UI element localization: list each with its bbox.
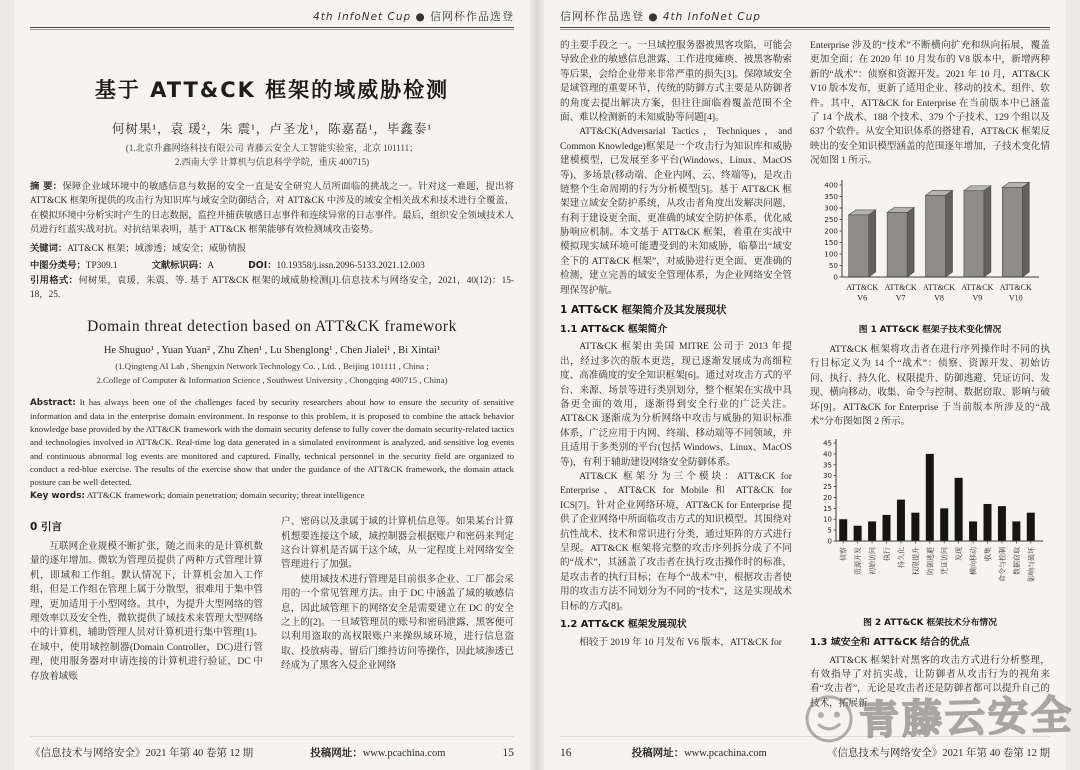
body-paragraph-8: ATT&CK 框架针对黑客的攻击方式进行分析整理，有效指导了对抗实战，让防御者从攻击行为的视角来看“攻击者”，无论是攻击者还是防御者都可以提升自己的技术，拓展新: [810, 654, 1050, 709]
abstract-en-body: [30, 396, 514, 489]
meta-line: [30, 257, 514, 271]
svg-text:ATT&CKV10: ATT&CK V10: [999, 282, 1032, 303]
svg-text:ATT&CKV7: ATT&CK V7: [884, 282, 917, 303]
header-rule-right: [560, 27, 1050, 30]
intro-paragraph-2: 户、密码以及隶属于域的计算机信息等。如果某台计算机想要连接这个域，域控制器会根据账户和密码来判定这台计算机是否属于这个域，从一定程度上对网络安全管理进行了加强。: [281, 516, 514, 571]
svg-text:执行: 执行: [883, 547, 891, 562]
figure1-chart: [810, 175, 1050, 320]
footer-submit-right: [632, 745, 767, 760]
doi-value: 10.19358/j.issn.2096-5133.2021.12.003: [276, 260, 425, 271]
abstract-label-en: Abstract:: [30, 397, 76, 408]
svg-text:0: 0: [833, 272, 838, 282]
citation-label: 引用格式：: [30, 274, 79, 286]
figure1-caption: 图 1 ATT&CK 框架子技术变化情况: [858, 324, 1002, 335]
doc-code-value: A: [207, 260, 215, 271]
svg-text:影响与破坏: 影响与破坏: [1027, 547, 1036, 583]
figure2-caption: 图 2 ATT&CK 框架技术分布情况: [863, 617, 997, 628]
running-head-left: [30, 8, 514, 24]
svg-text:命令与控制: 命令与控制: [998, 547, 1007, 583]
left-page-column-2: [281, 515, 514, 684]
clc-value: TP309.1: [85, 260, 118, 271]
running-head-right: [560, 8, 1050, 24]
section-1-2-heading: 1.2 ATT&CK 框架发展现状: [560, 618, 687, 630]
abstract-label-cn: 摘 要：: [30, 181, 63, 192]
section-0-heading: 0 引言: [30, 521, 62, 534]
running-head-right-latin: ● 4th InfoNet Cup: [644, 11, 761, 23]
affiliation-en-1: (1.Qingteng AI Lab , Shengxin Network Technology Co. , Ltd. , Beijing 101111 , China ;: [115, 361, 429, 372]
footer-journal-left: 《信息技术与网络安全》2021 年第 40 卷第 12 期: [30, 748, 254, 759]
svg-text:150: 150: [824, 237, 838, 247]
running-head-right-cn: 信网杯作品选登: [560, 11, 644, 23]
footer-submit-url-right: www.pcachina.com: [684, 748, 767, 759]
svg-text:100: 100: [824, 249, 838, 259]
running-head-left-cn: 信网杯作品选登: [430, 11, 514, 23]
keywords-label-en: Key words:: [30, 491, 85, 502]
svg-text:200: 200: [824, 226, 838, 236]
svg-text:侦察: 侦察: [839, 547, 848, 562]
doc-code-segment: [152, 257, 215, 271]
body-paragraph-7: ATT&CK 框架将攻击者在进行序列操作时不同的执行目标定义为 14 个“战术”：侦察、资源开发、初始访问、执行、持久化、权限提升、防御逃避、凭证访问、发现、横向移动、收集、命令与控制、数据窃取、影响与破坏[9]。ATT&CK for Enterprise 于当前版本所涉及的“战术”分布图如图 2 所示。: [810, 344, 1050, 428]
svg-text:资源开发: 资源开发: [854, 547, 863, 576]
svg-text:250: 250: [824, 214, 838, 224]
svg-text:发现: 发现: [955, 547, 964, 562]
paper-title-en: Domain threat detection based on ATT&CK framework: [87, 318, 457, 336]
citation-line: [30, 274, 514, 303]
svg-text:ATT&CKV8: ATT&CK V8: [923, 282, 955, 303]
svg-text:横向移动: 横向移动: [969, 547, 978, 576]
svg-text:400: 400: [824, 180, 838, 190]
svg-text:收集: 收集: [984, 547, 992, 562]
body-paragraph-4: ATT&CK 框架分为三个模块：ATT&CK for Enterprise、ATT&CK for Mobile 和 ATT&CK for ICS[7]。针对企业网络环境，ATT&CK for Enterprise 提供了企业网络中所面临攻击方式的知识模型。其围绕对抗性战术、技术和常识进行分类，通过矩阵的方式进行呈现。ATT&CK 框架将完整的攻击序列拆分成了不同的“战术”，其涵盖了攻击者在执行攻击操作时的标准，是攻击者的执行目标；在每个“战术”中，根据攻击者使用的攻击方法不同划分为不同的“技术”，这是实现战术目标的方式[8]。: [560, 470, 792, 612]
figure2-chart: [810, 435, 1050, 612]
svg-text:40: 40: [823, 450, 832, 459]
svg-text:ATT&CKV6: ATT&CK V6: [846, 282, 879, 303]
affiliations-cn: [30, 142, 514, 169]
keywords-text-cn: ATT&CK 框架；域渗透；域安全；威胁情报: [67, 243, 247, 254]
abstract-en: [30, 396, 514, 504]
svg-text:35: 35: [823, 461, 832, 470]
body-paragraph-1: 的主要手段之一。一旦域控服务器被黑客攻陷，可能会导致企业的敏感信息泄露、工作进度瘫痪、被黑客勒索等后果，会给企业带来非常严重的损失[3]。保障域安全是域管理的重要环节，传统的防御方式主要是从防御者的角度去提出解决方案，但往往面临着覆盖范围不全面、难以检测新的未知威胁等问题[4]。: [560, 40, 792, 123]
svg-text:初始访问: 初始访问: [868, 547, 877, 576]
paper-title-cn: 基于 ATT&CK 框架的域威胁检测: [94, 78, 450, 102]
citation-text: 何树果，袁瑗，朱震，等. 基于 ATT&CK 框架的域威胁检测[J].信息技术与网络安全，2021，40(12)：15-18，25.: [30, 275, 514, 301]
svg-text:持久化: 持久化: [897, 547, 906, 569]
svg-text:ATT&CKV9: ATT&CK V9: [961, 282, 994, 303]
figure1-plot: [810, 175, 1050, 320]
doi-label: DOI：: [248, 259, 277, 271]
clc-label: 中图分类号：: [30, 259, 86, 271]
svg-text:50: 50: [828, 260, 838, 270]
affiliation-en-2: 2.College of Computer & Information Science , Southwest University , Chongqing 400715 , China): [96, 374, 448, 385]
svg-text:5: 5: [827, 527, 832, 536]
authors-cn: 何树果¹，袁 瑗²，朱 震¹，卢圣龙¹，陈嘉磊¹，毕鑫泰¹: [111, 122, 433, 136]
svg-text:25: 25: [823, 483, 832, 492]
header-rule-left: [30, 27, 514, 30]
keywords-en: [30, 489, 514, 503]
svg-text:30: 30: [823, 472, 832, 481]
svg-text:15: 15: [823, 505, 832, 514]
affiliation-2: 2.西南大学 计算机与信息科学学院，重庆 400715): [174, 156, 370, 167]
body-paragraph-5: 相较于 2019 年 10 月发布 V6 版本，ATT&CK for: [579, 636, 782, 648]
abstract-cn: [30, 180, 514, 238]
body-paragraph-2: ATT&CK(Adversarial Tactics，Techniques，and Common Knowledge)框架是一个攻击行为知识库和威胁建模模型，已发展至多平台(Windows、Linux、MacOS 等)、多场景(移动端、企业内网、云、终端等)，是攻击链整个生命周期的行为分析模型[5]。基于 ATT&CK 框架建立域安全防护系统，从攻击者角度出发解决问题，有利于建设更全面、更准确的域安全防护体系，优化威胁响应机制。本文基于 ATT&CK 框架，着重在实战中模拟现实域环境可能遭受到的未知威胁，临摹出“域安全下的 ATT&CK 框架”，对威胁进行更全面、更准确的检测，建立完善的域安全管理体系，为企业网络安全管理保驾护航。: [560, 126, 792, 296]
footer-journal-right: 《信息技术与网络安全》2021 年第 40 卷第 12 期: [826, 748, 1050, 759]
section-1-1-heading: 1.1 ATT&CK 框架简介: [560, 323, 668, 335]
page-gutter: [530, 0, 544, 770]
footer-left-page: [30, 736, 514, 760]
svg-text:300: 300: [824, 203, 838, 213]
doi-segment: [248, 257, 425, 271]
keywords-label-cn: 关键词：: [30, 242, 68, 254]
body-columns-left-page: [30, 515, 514, 684]
keywords-cn: [30, 240, 514, 254]
footer-submit-label-left: 投稿网址：: [310, 747, 363, 759]
right-page-column-1: [560, 39, 792, 711]
clc-segment: [30, 257, 118, 271]
section-1-3-heading: 1.3 域安全和 ATT&CK 结合的优点: [810, 637, 970, 649]
footer-submit-left: [310, 745, 445, 760]
affiliation-1: (1.北京升鑫网络科技有限公司 青藤云安全人工智能实验室，北京 101111；: [125, 143, 419, 153]
body-paragraph-3: ATT&CK 框架由美国 MITRE 公司于 2013 年提出，经过多次的版本更迭，现已逐渐发展成为高细粒度、高准确度的安全知识框架[6]。通过对攻击方式的平台、来源、场景等进行类别划分，整个框架在实战中具备更全面的效用，逐渐得到安全行业的广泛关注。ATT&CK 逐渐成为分析网络中攻击与威胁的知识标准体系，广泛应用于内网、终端、移动端等不同领域，并且适用于多类别的平台(包括 Windows、Linux、MacOS 等)，有利于辅助建设网络安全防御体系。: [560, 341, 792, 468]
svg-text:凭证访问: 凭证访问: [940, 547, 949, 576]
intro-paragraph-1: 互联网企业规模不断扩张，随之而来的是计算机数量的逐年增加。微软为管理员提供了两种方式管理计算机，即域和工作组。默认情况下，计算机会加入工作组，但是工作组在管理上属于分散型，很难用于集中管理，更加适用于小型网络。其中，为提升大型网络的管理效率以及安全性，微软提供了域技术来管理大型网络中的计算机，辅助管理人员对计算机进行集中管理[1]。在域中，使用域控制器(Domain Controller，DC)进行管理，使用服务器对申请连接的计算机进行验证，DC 中存放着域账: [30, 541, 263, 682]
left-page-column-1: [30, 515, 263, 684]
keywords-text-en: ATT&CK framework; domain penetration; domain security; threat intelligence: [86, 490, 365, 501]
figure2-plot: [810, 435, 1050, 612]
svg-text:350: 350: [824, 191, 838, 201]
page-left: [14, 0, 530, 770]
right-page-column-2: [810, 39, 1050, 711]
svg-text:20: 20: [823, 494, 832, 503]
watermark-text: 青藤云安全: [858, 692, 1075, 745]
authors-en: He Shuguo¹ , Yuan Yuan² , Zhu Zhen¹ , Lu Shenglong¹ , Chen Jialei¹ , Bi Xintai¹: [103, 345, 441, 357]
abstract-text-cn: 保障企业域环境中的敏感信息与数据的安全一直是安全研究人员所面临的挑战之一。针对这一难题，提出将 ATT&CK 框架所提供的攻击行为知识库与域安全防御结合，对 ATT&CK 中涉及的域安全相关战术和技术进行全覆盖，在模拟环境中分析实时产生的日志数据，监控并捕获敏感日志事件和连续异常的日志事件。最后，组织安全领域技术人员进行红蓝实战对抗。对抗结果表明，基于 ATT&CK 框架能够有效检测域攻击姿势。: [30, 182, 514, 236]
svg-text:数据窃取: 数据窃取: [1012, 547, 1021, 576]
section-1-heading: 1 ATT&CK 框架简介及其发展现状: [560, 304, 727, 317]
svg-text:权限提升: 权限提升: [911, 547, 920, 576]
intro-paragraph-3: 使用域技术进行管理是目前很多企业、工厂都会采用的一个常见管理方法。由于 DC 中涵盖了域的敏感信息，因此域管理下的网络安全是需要建立在 DC 的安全之上的[2]。一旦域管理员的账号和密码泄露，黑客便可以利用盗取的高权限账户来操纵域环境，进行信息盗取、投放病毒、留后门维持访问等操作，因此域渗透已经成为了黑客入侵企业网络: [281, 573, 514, 672]
footer-right-page: [560, 736, 1050, 760]
svg-text:0: 0: [827, 537, 832, 546]
body-columns-right-page: [560, 39, 1050, 711]
footer-submit-url-left: www.pcachina.com: [362, 748, 446, 759]
svg-text:10: 10: [823, 516, 832, 525]
svg-text:防御逃避: 防御逃避: [926, 547, 935, 576]
page-number-15: 15: [502, 747, 514, 759]
footer-submit-label-right: 投稿网址：: [631, 747, 685, 759]
page-number-16: 16: [560, 747, 572, 759]
affiliations-en: [30, 360, 514, 386]
body-paragraph-6: Enterprise 涉及的“技术”不断横向扩充和纵向拓展，覆盖更加全面；在 2020 年 10 月发布的 V8 版本中，新增两种新的“战术”：侦察和资源开发。2021 年 10 月，ATT&CK V10 版本发布，更新了适用企业、移动的技术、组件、软件。其中，ATT&CK for Enterprise 在当前版本中已涵盖了 14 个战术、188 个技术、379 个子技术、129 个组以及 637 个软件。从安全知识体系的搭建看，ATT&CK 框架反映出的安全知识模型涵盖的范围逐年增加，子技术变化情况如图 1 所示。: [810, 40, 1050, 167]
abstract-text-en: It has always been one of the challenges faced by security researchers about how to ensure the security of sensitive information and data in the enterprise domain environment. In response to this problem, it is proposed to combine the attack behavior knowledge base provided by the ATT&CK framework with the domain security defense to fully cover the domain security-related tactics and technologies involved in ATT&CK. Real-time log data generated in a simulated environment is analyzed, and sensitive log events and continuous abnormal log events are monitored and captured. Finally, technical personnel in the security field are organized to conduct a red-blue exercise. The results of the exercise show that under the guidance of the ATT&CK framework, the domain attack posture can be well detected.: [30, 396, 515, 487]
page-right: [544, 0, 1075, 770]
doc-code-label: 文献标识码：: [151, 259, 208, 271]
running-head-left-latin: 4th InfoNet Cup ●: [313, 11, 430, 23]
svg-text:45: 45: [823, 439, 832, 448]
